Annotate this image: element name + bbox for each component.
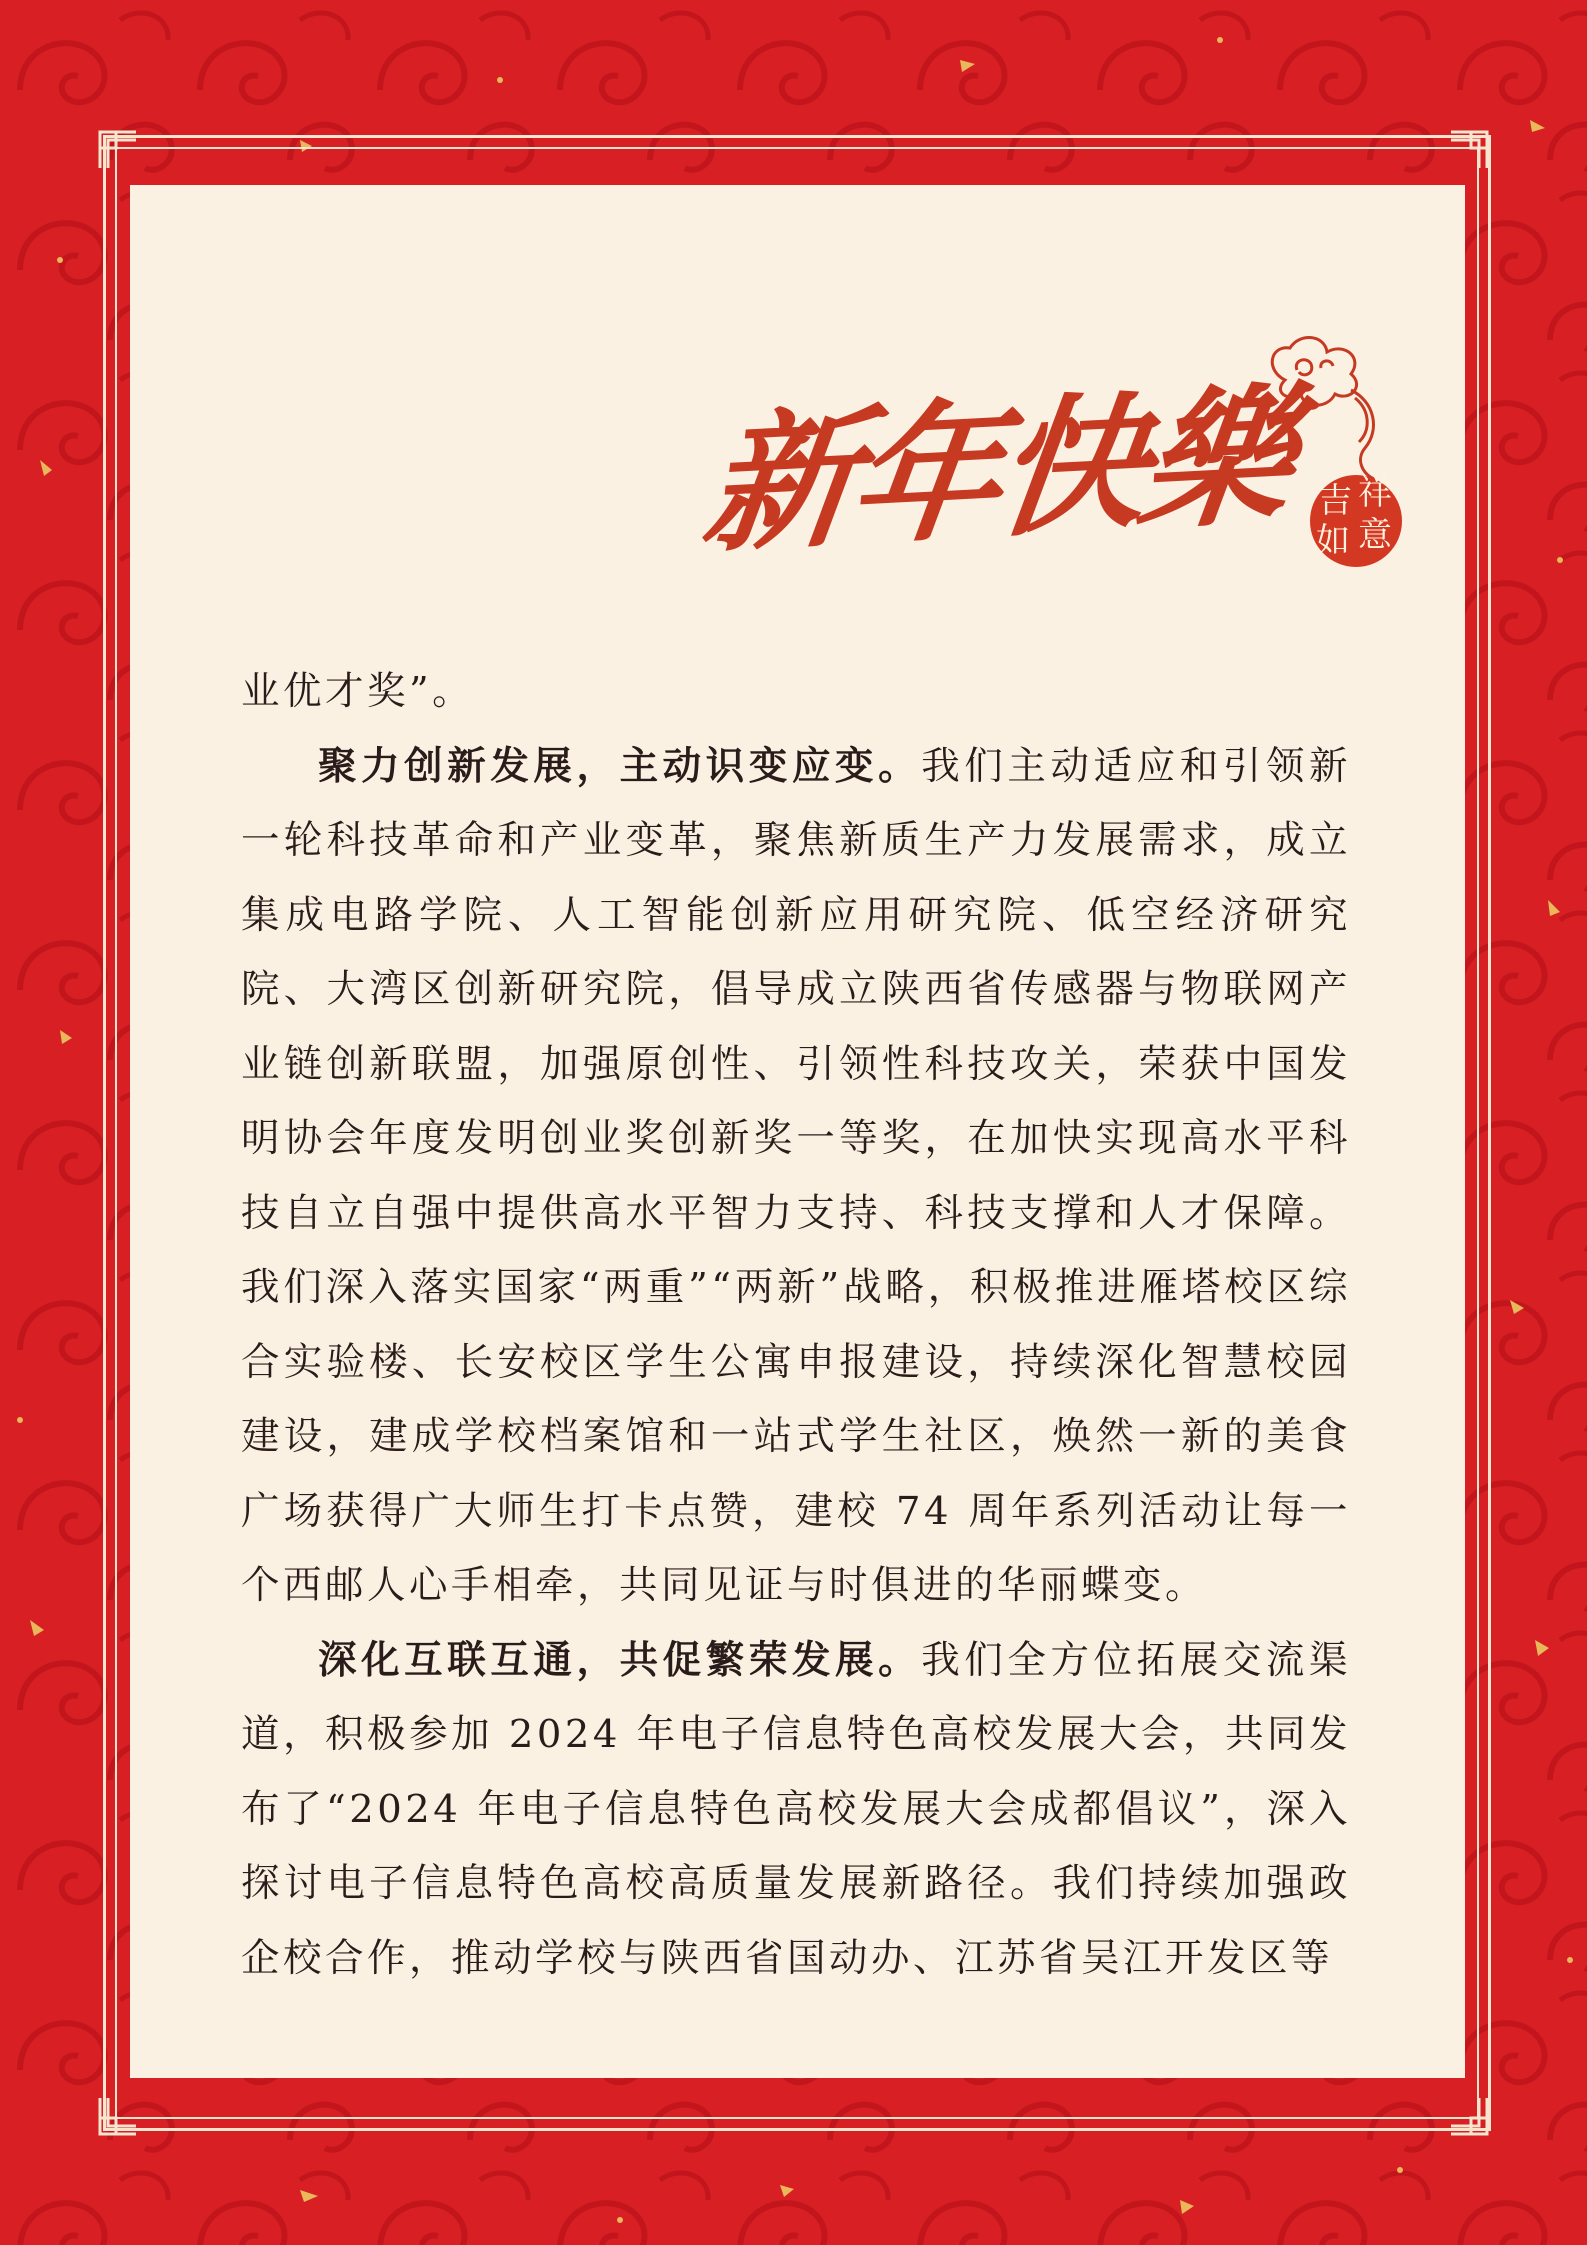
auspicious-cloud-icon: [1255, 330, 1395, 490]
paragraph-continuation: 业优才奖”。: [241, 669, 475, 714]
seal-char-4: 意: [1358, 515, 1392, 555]
corner-ornament-icon: [1447, 128, 1491, 172]
corner-ornament-icon: [96, 2094, 140, 2138]
new-year-calligraphy-title: [695, 330, 1420, 590]
calligraphy-text: 新年快樂: [695, 368, 1298, 574]
paragraph-innovation: [241, 730, 1351, 1624]
paragraph-text: 我们主动适应和引领新一轮科技革命和产业变革，聚焦新质生产力发展需求，成立集成电路学院、人工智能创新应用研究院、低空经济研究院、大湾区创新研究院，倡导成立陕西省传感器与物联网产业链创新联盟，加强原创性、引领性科技攻关，荣获中国发明协会年度发明创业奖创新奖一等奖，在加快实现高水平科技自立自强中提供高水平智力支持、科技支撑和人才保障。我们深入落实国家“两重”“两新”战略，积极推进雁塔校区综合实验楼、长安校区学生公寓申报建设，持续深化智慧校园建设，建成学校档案馆和一站式学生社区，焕然一新的美食广场获得广大师生打卡点赞，建校 74 周年系列活动让每一个西邮人心手相牵，共同见证与时俱进的华丽蝶变。: [241, 743, 1351, 1608]
corner-ornament-icon: [96, 128, 140, 172]
paragraph-heading: 深化互联互通，共促繁荣发展。: [318, 1637, 922, 1683]
paragraph-connectivity: [241, 1624, 1351, 1997]
paragraph-heading: 聚力创新发展，主动识变应变。: [318, 743, 922, 789]
letter-body: [241, 655, 1351, 1996]
corner-ornament-icon: [1447, 2094, 1491, 2138]
seal-char-1: 吉: [1318, 481, 1352, 521]
paragraph-text: 我们全方位拓展交流渠道，积极参加 2024 年电子信息特色高校发展大会，共同发布了“2024 年电子信息特色高校发展大会成都倡议”，深入探讨电子信息特色高校高质量发展新路径。我们持续加强政企校合作，推动学校与陕西省国动办、江苏省吴江开发区等: [241, 1637, 1351, 1981]
seal-char-2: 祥: [1358, 473, 1392, 513]
seal-char-3: 如: [1316, 521, 1350, 561]
auspicious-seal: [1310, 475, 1402, 567]
